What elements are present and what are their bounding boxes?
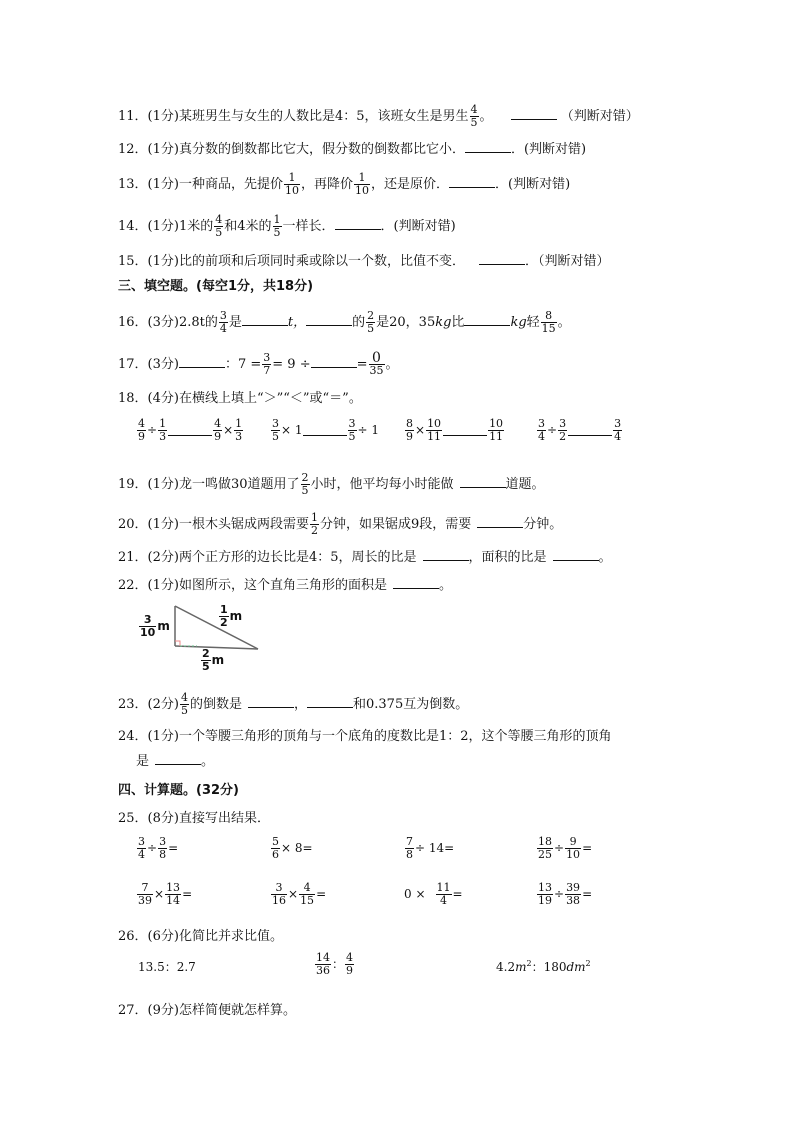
fraction: $\frac{3}{7}$ bbox=[263, 351, 271, 377]
calc-item-4: $\frac{18}{25}$ ÷ $\frac{9}{10}$ = bbox=[538, 835, 593, 861]
answer-blank[interactable] bbox=[465, 140, 511, 153]
calc-item-6: $\frac{3}{16}$ × $\frac{4}{15}$ = bbox=[272, 881, 327, 907]
compare-item-3: $\frac{8}{9}$ × $\frac{10}{11}$ $\frac{10}{11}$ bbox=[406, 417, 504, 443]
answer-blank[interactable] bbox=[464, 313, 510, 326]
fraction: $\frac{4}{5}$ bbox=[470, 103, 478, 129]
ratio-item-1: 13.5：2.7 bbox=[138, 960, 196, 974]
answer-blank[interactable] bbox=[449, 175, 495, 188]
fraction: $\frac{1}{2}$ bbox=[310, 511, 318, 537]
question-11: 11．(1分)某班男生与女生的人数比是4：5，该班女生是男生 $\frac{4}{5}$ 。 （判断对错） bbox=[118, 103, 639, 129]
calc-item-2: $\frac{5}{6}$ × 8= bbox=[272, 835, 313, 861]
section-4-heading: 四、计算题。(32分) bbox=[118, 783, 239, 798]
question-20: 20．(1分)一根木头锯成两段需要 $\frac{1}{2}$ 分钟，如果锯成9段，需要 分钟。 bbox=[118, 511, 563, 537]
answer-blank[interactable] bbox=[248, 695, 294, 708]
question-21: 21．(2分)两个正方形的边长比是4：5，周长的比是 ，面积的比是 。 bbox=[118, 550, 612, 565]
section-3-heading: 三、填空题。(每空1分，共18分) bbox=[118, 279, 314, 294]
question-23: 23．(2分) $\frac{4}{5}$ 的倒数是 ， 和0.375互为倒数。 bbox=[118, 691, 469, 717]
calc-item-3: $\frac{7}{8}$ ÷ 14= bbox=[406, 835, 455, 861]
question-14: 14．(1分)1米的 $\frac{4}{5}$ 和4米的 $\frac{1}{5}$ 一样长． ．(判断对错) bbox=[118, 213, 456, 239]
question-24: 24．(1分)一个等腰三角形的顶角与一个底角的度数比是1：2，这个等腰三角形的顶角 bbox=[118, 729, 612, 744]
fraction: $\frac{1}{10}$ bbox=[354, 171, 369, 197]
answer-blank[interactable] bbox=[511, 107, 557, 120]
fraction: $\frac{2}{5}$ bbox=[301, 471, 309, 497]
q11-tail: （判断对错） bbox=[560, 109, 639, 124]
question-25: 25．(8分)直接写出结果． bbox=[118, 811, 270, 826]
fraction: $\frac{3}{4}$ bbox=[219, 309, 227, 335]
compare-blank[interactable] bbox=[303, 425, 347, 436]
compare-item-2: $\frac{3}{5}$ × 1 $\frac{3}{5}$ ÷ 1 bbox=[272, 417, 380, 443]
q11-text: 11．(1分)某班男生与女生的人数比是4：5，该班女生是男生 bbox=[118, 109, 469, 124]
question-17: 17．(3分) ：7 = $\frac{3}{7}$ = 9 ÷ = 0 35 。 bbox=[118, 350, 399, 377]
answer-blank[interactable] bbox=[423, 548, 469, 561]
question-15: 15．(1分)比的前项和后项同时乘或除以一个数，比值不变． ．（判断对错） bbox=[118, 254, 610, 269]
calc-item-7: 0 × $\frac{11}{4}$ = bbox=[404, 881, 463, 907]
question-12: 12．(1分)真分数的倒数都比它大，假分数的倒数都比它小． ．(判断对错) bbox=[118, 142, 587, 157]
answer-blank[interactable] bbox=[460, 475, 506, 488]
fraction: $\frac{1}{10}$ bbox=[284, 171, 299, 197]
fraction: $\frac{4}{5}$ bbox=[180, 691, 188, 717]
calc-item-5: $\frac{7}{39}$ × $\frac{13}{14}$ = bbox=[138, 881, 193, 907]
question-18: 18．(4分)在横线上填上“＞”“＜”或“＝”。 bbox=[118, 391, 362, 406]
fraction: $\frac{2}{5}$ bbox=[367, 309, 375, 335]
compare-blank[interactable] bbox=[568, 425, 612, 436]
triangle-hypotenuse bbox=[175, 603, 258, 649]
fraction: $\frac{4}{5}$ bbox=[215, 213, 223, 239]
answer-blank[interactable] bbox=[307, 695, 353, 708]
question-24-line2: 是 。 bbox=[136, 754, 215, 769]
answer-blank[interactable] bbox=[155, 752, 201, 765]
fraction: $\frac{1}{5}$ bbox=[273, 213, 281, 239]
compare-item-4: $\frac{3}{4}$ ÷ $\frac{3}{2}$ $\frac{3}{4}$ bbox=[538, 417, 622, 443]
ratio-item-2: $\frac{14}{36}$ ： $\frac{4}{9}$ bbox=[316, 951, 354, 977]
answer-blank[interactable] bbox=[179, 355, 225, 368]
question-26: 26．(6分)化简比并求比值。 bbox=[118, 929, 283, 944]
calc-item-1: $\frac{3}{4}$ ÷ $\frac{3}{8}$ = bbox=[138, 835, 179, 861]
base-label: $\frac{2}{5}$ m bbox=[202, 647, 225, 673]
ratio-item-3: $4.2m^2$：$180dm^2$ bbox=[496, 959, 591, 974]
answer-blank[interactable] bbox=[306, 313, 352, 326]
answer-blank[interactable] bbox=[393, 576, 439, 589]
compare-blank[interactable] bbox=[168, 425, 212, 436]
question-27: 27．(9分)怎样简便就怎样算。 bbox=[118, 1003, 296, 1018]
answer-blank[interactable] bbox=[335, 217, 381, 230]
question-13: 13．(1分)一种商品，先提价 $\frac{1}{10}$ ，再降价 $\frac{1}{10}$ ，还是原价． ．(判断对错) bbox=[118, 171, 571, 197]
answer-blank[interactable] bbox=[479, 252, 525, 265]
answer-blank[interactable] bbox=[311, 355, 357, 368]
answer-blank[interactable] bbox=[553, 548, 599, 561]
fraction: 0 35 bbox=[369, 350, 384, 377]
question-16: 16．(3分)2.8t的 $\frac{3}{4}$ 是 t， 的 $\frac{2}{5}$ 是20，35kg比 kg轻 $\frac{8}{15}$ 。 bbox=[118, 309, 571, 335]
compare-item-1: $\frac{4}{9}$ ÷ $\frac{1}{3}$ $\frac{4}{9}$ × $\frac{1}{3}$ bbox=[138, 417, 243, 443]
calc-item-8: $\frac{13}{19}$ ÷ $\frac{39}{38}$ = bbox=[538, 881, 593, 907]
answer-blank[interactable] bbox=[477, 515, 523, 528]
question-22: 22．(1分)如图所示，这个直角三角形的面积是 。 bbox=[118, 578, 452, 593]
answer-blank[interactable] bbox=[242, 313, 288, 326]
question-19: 19．(1分)龙一鸣做30道题用了 $\frac{2}{5}$ 小时，他平均每小时能做 道题。 bbox=[118, 471, 545, 497]
fraction: $\frac{8}{15}$ bbox=[541, 309, 556, 335]
hypotenuse-label: $\frac{1}{2}$ m bbox=[220, 603, 243, 629]
left-side-label: $\frac{3}{10}$ m bbox=[140, 613, 170, 639]
compare-blank[interactable] bbox=[443, 425, 487, 436]
